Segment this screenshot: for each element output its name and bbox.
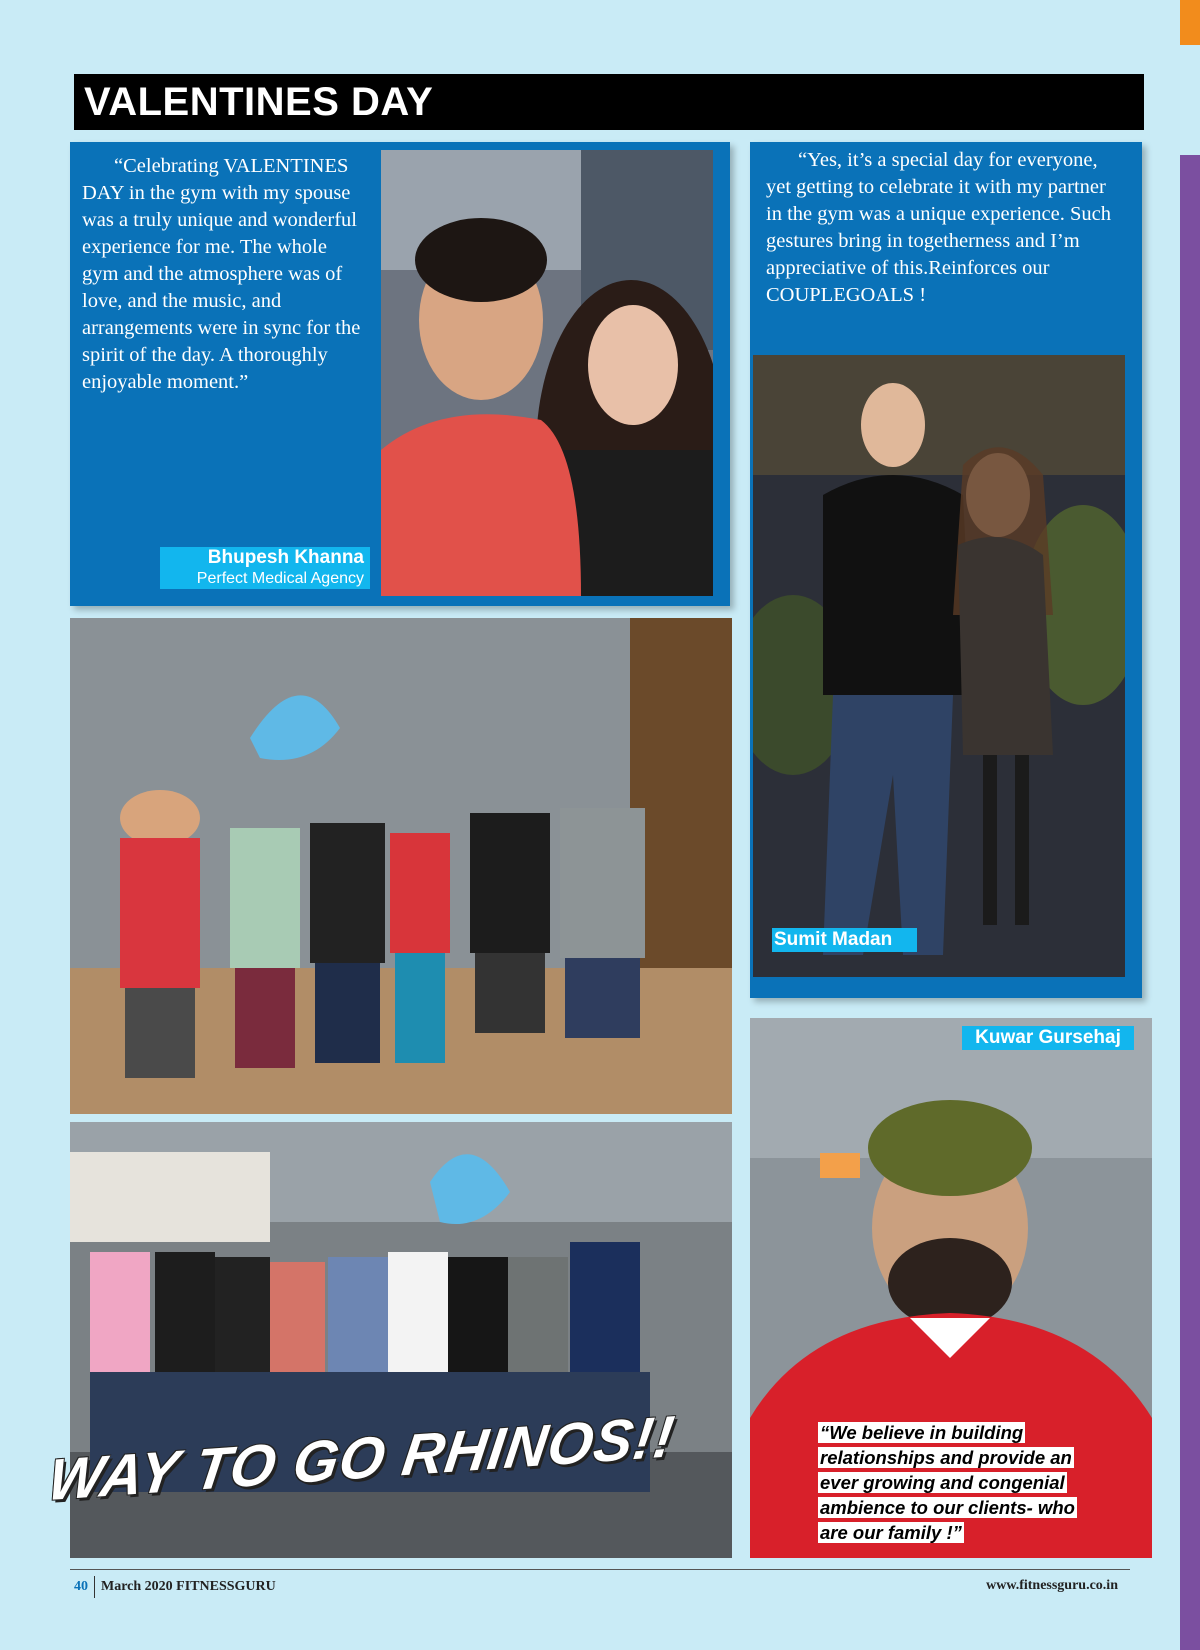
edge-stripe-purple — [1180, 155, 1200, 1650]
story-1-name-tag: Bhupesh Khanna — [160, 547, 370, 569]
story-3-quote-line-4: ambience to our clients- who — [820, 1497, 1075, 1518]
page-title: VALENTINES DAY — [74, 74, 1144, 130]
footer-separator — [94, 1576, 95, 1598]
couple-photo-2 — [753, 355, 1125, 977]
story-1-quote: “Celebrating VALENTINES DAY in the gym with my spouse was a truly unique and wonderful experience for me. The whole gym and the atmosphere was of love, and the music, and arrangements were in sync for the spirit of the day. A thoroughly enjoyable moment.” — [82, 155, 361, 393]
issue-label: March 2020 FITNESSGURU — [101, 1579, 276, 1595]
edge-stripe-orange — [1180, 0, 1200, 45]
footer-issue — [74, 1576, 276, 1598]
story-1-company-tag: Perfect Medical Agency — [160, 569, 370, 589]
story-2-quote: “Yes, it’s a special day for everyone, yet getting to celebrate it with my partner in the gym was a unique experience. Such gestures bring in togetherness and I’m appreciative of this.Reinforces our COUPLEGOALS ! — [766, 149, 1111, 306]
rhinos-slogan: WAY TO GO RHINOS!! — [44, 1403, 679, 1514]
website-link[interactable]: www.fitnessguru.co.in — [986, 1578, 1118, 1593]
story-3-quote — [818, 1420, 1102, 1545]
story-3-quote-line-1: “We believe in building — [820, 1422, 1024, 1443]
page-number: 40 — [74, 1579, 88, 1595]
story-3-quote-line-3: ever growing and congenial — [820, 1472, 1065, 1493]
footer-divider — [70, 1569, 1130, 1570]
story-3-quote-line-5: are our family !” — [820, 1522, 962, 1543]
story-3-quote-line-2: relationships and provide an — [820, 1447, 1072, 1468]
story-2-name-tag: Sumit Madan — [772, 928, 917, 952]
story-3-name-tag: Kuwar Gursehaj — [962, 1026, 1134, 1050]
group-photo-1 — [70, 618, 732, 1114]
couple-photo-1 — [381, 150, 713, 596]
